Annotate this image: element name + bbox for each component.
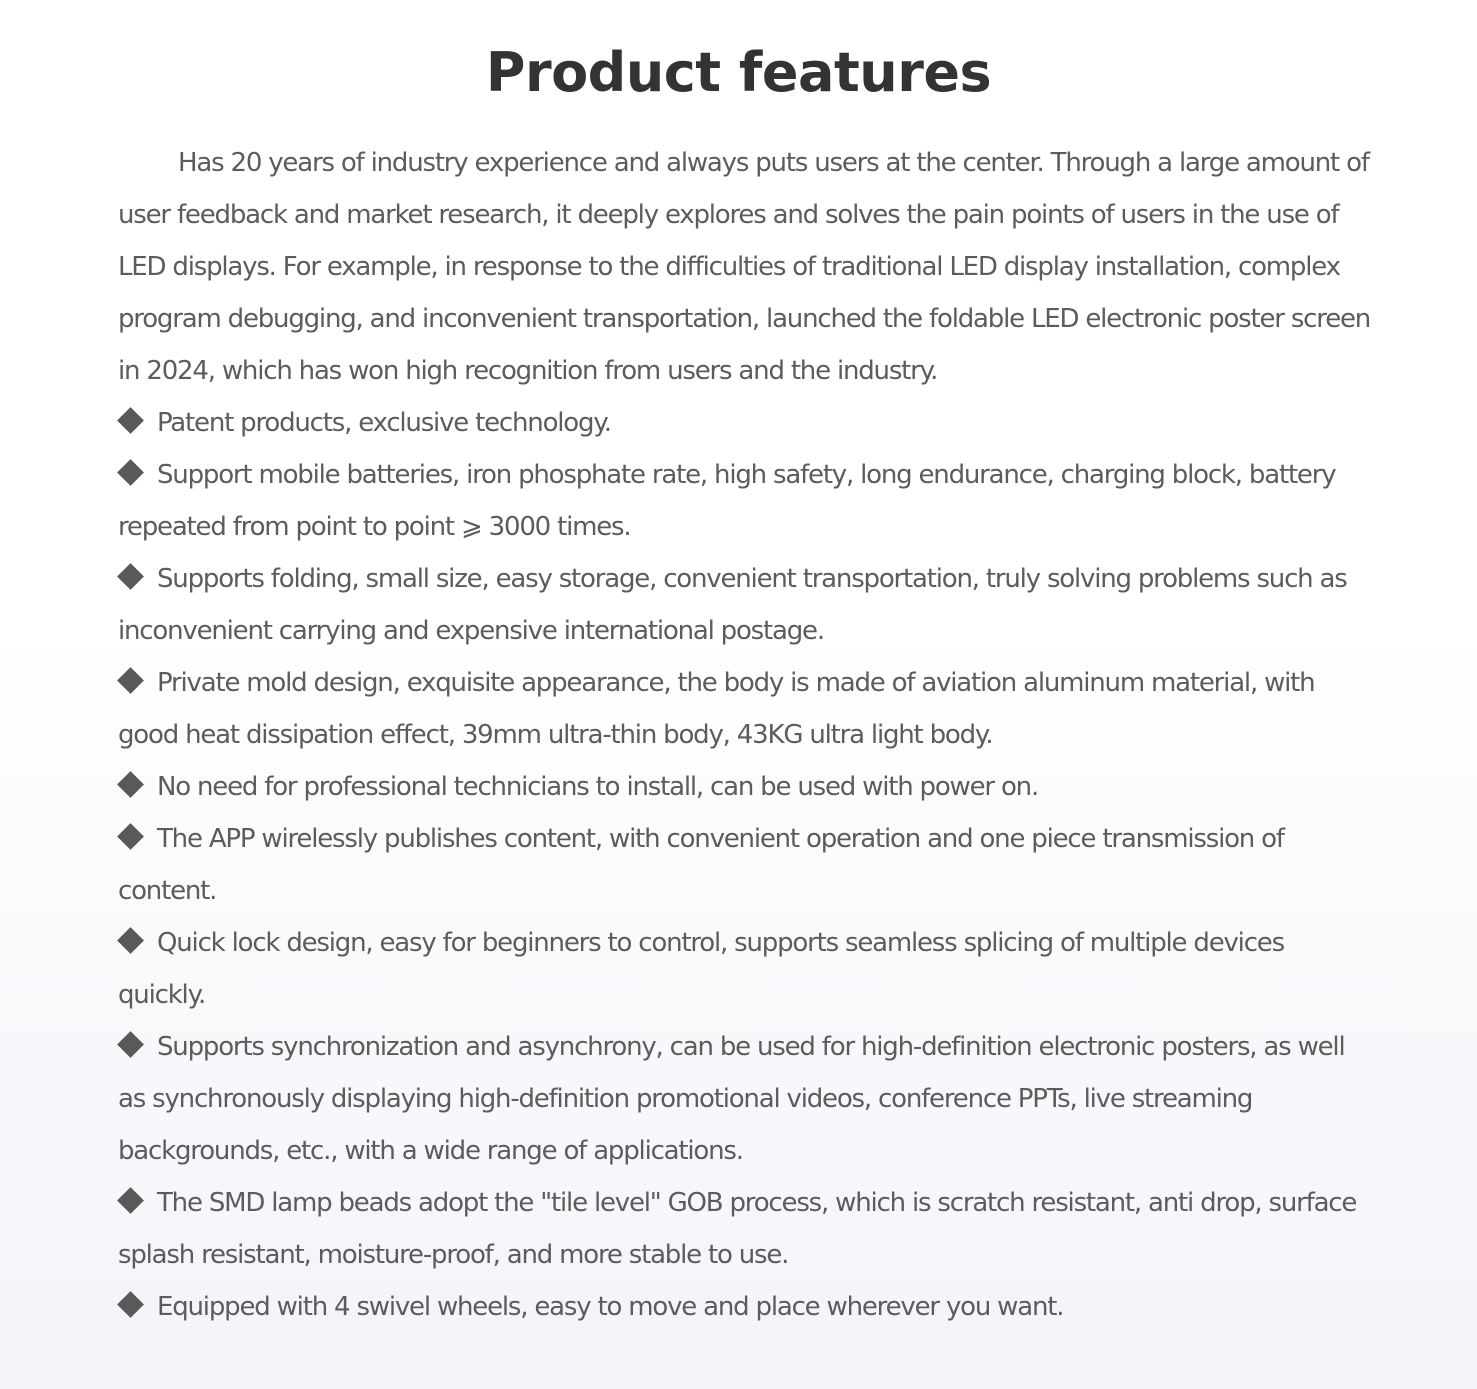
feature-item [118, 1021, 1378, 1177]
feature-text: Quick lock design, easy for beginners to control, supports seamless splicing of multiple devices quickly. [118, 928, 1284, 1010]
feature-text: The APP wirelessly publishes content, with convenient operation and one piece transmission of content. [118, 824, 1284, 906]
diamond-icon [117, 771, 144, 798]
diamond-icon [117, 1187, 144, 1214]
feature-item [118, 397, 1378, 449]
feature-text: Private mold design, exquisite appearance, the body is made of aviation aluminum material, with good heat dissipation effect, 39mm ultra-thin body, 43KG ultra light body. [118, 668, 1315, 750]
feature-item [118, 449, 1378, 553]
diamond-icon [117, 1031, 144, 1058]
diamond-icon [117, 407, 144, 434]
feature-item [118, 1177, 1378, 1281]
feature-item [118, 1281, 1378, 1333]
intro-paragraph: Has 20 years of industry experience and always puts users at the center. Through a large amount of user feedback and market research, it deeply explores and solves the pain points of users in the use of LED displays. For example, in response to the difficulties of traditional LED display installation, complex program debugging, and inconvenient transportation, launched the foldable LED electronic poster screen in 2024, which has won high recognition from users and the industry. [118, 148, 1371, 386]
feature-text: Supports folding, small size, easy storage, convenient transportation, truly solving problems such as inconvenient carrying and expensive international postage. [118, 564, 1347, 646]
diamond-icon [117, 1291, 144, 1318]
feature-item [118, 917, 1378, 1021]
features-content [118, 137, 1378, 1333]
diamond-icon [117, 927, 144, 954]
feature-item [118, 761, 1378, 813]
diamond-icon [117, 667, 144, 694]
feature-text: Supports synchronization and asynchrony, can be used for high-definition electronic posters, as well as synchronously displaying high-definition promotional videos, conference PPTs, live streaming backgrounds, etc., with a wide range of applications. [118, 1032, 1345, 1166]
feature-item [118, 813, 1378, 917]
feature-item [118, 657, 1378, 761]
feature-text: Support mobile batteries, iron phosphate rate, high safety, long endurance, charging block, battery repeated from point to point ⩾ 3000 times. [118, 460, 1336, 542]
diamond-icon [117, 563, 144, 590]
feature-text: Equipped with 4 swivel wheels, easy to move and place wherever you want. [157, 1292, 1064, 1322]
feature-item [118, 553, 1378, 657]
diamond-icon [117, 459, 144, 486]
feature-text: The SMD lamp beads adopt the "tile level" GOB process, which is scratch resistant, anti drop, surface splash resistant, moisture-proof, and more stable to use. [118, 1188, 1357, 1270]
feature-text: Patent products, exclusive technology. [157, 408, 611, 438]
diamond-icon [117, 823, 144, 850]
feature-text: No need for professional technicians to install, can be used with power on. [157, 772, 1039, 802]
page-title: Product features [485, 41, 992, 104]
